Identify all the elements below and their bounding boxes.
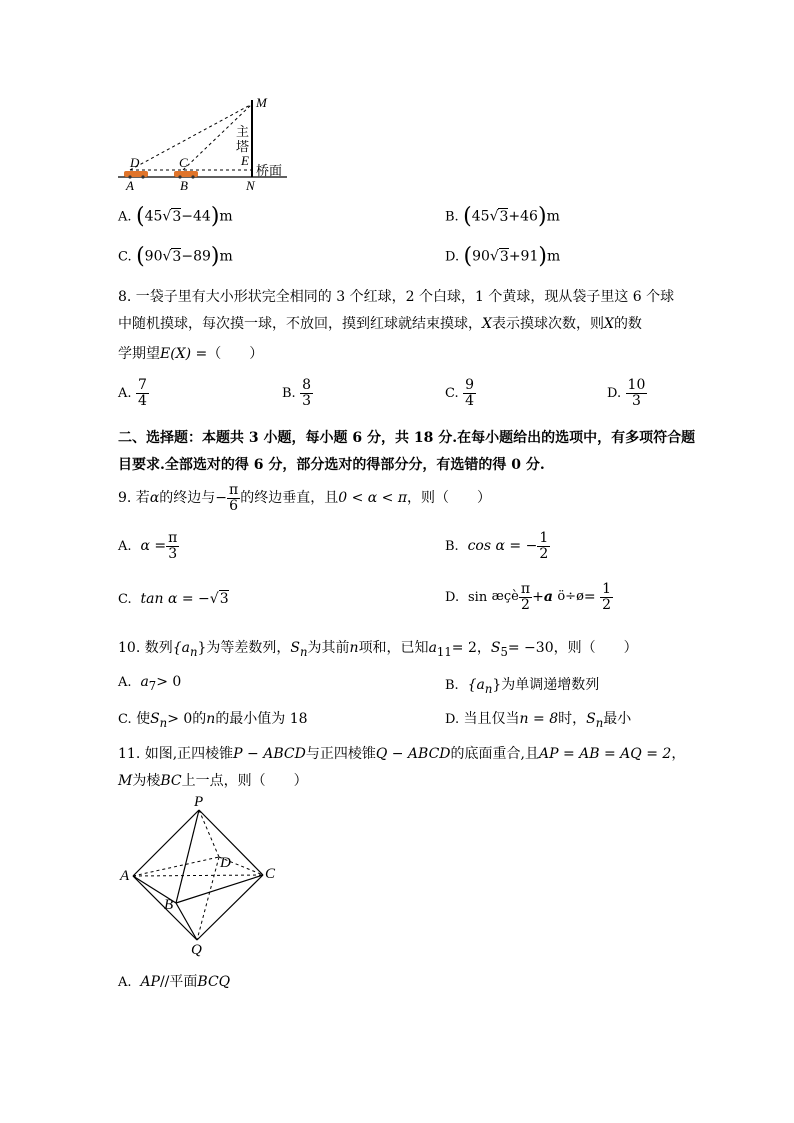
q8-option-c: C. $\frac{9}{4}$ bbox=[445, 377, 474, 409]
q7-option-a: A. (45√3−44)m bbox=[118, 204, 233, 229]
q10-option-c: C. 使$S_n> 0$的n的最小值为 18 bbox=[118, 711, 308, 730]
q9-option-c: C. tan α = −√3 bbox=[118, 591, 229, 607]
q9-stem: 9. 若α的终边与− $\frac{\pi}{6}$ 的终边垂直，且0 < α < π，则（ ） bbox=[118, 482, 492, 514]
vertex-a: A bbox=[120, 868, 130, 884]
q7-option-b: B. (45√3+46)m bbox=[445, 204, 560, 229]
label-b: B bbox=[180, 178, 188, 193]
q9-option-b: B. cos α = − $\frac{1}{2}$ bbox=[445, 530, 549, 562]
q11-option-a: A. AP//平面BCQ bbox=[118, 974, 231, 990]
label-ta: 塔 bbox=[236, 140, 250, 155]
q10-stem: 10. 数列$\{a_n\}$为等差数列，$S_n$为其前n项和，已知$a_{11}= 2$，$S_5= -30$，则（ ） bbox=[118, 640, 638, 659]
vertex-c: C bbox=[265, 866, 276, 882]
q9-option-d: D. sin æçè $\frac{\pi}{2}$ +a ö÷ø= $\frac{1}{2}$ bbox=[445, 581, 612, 613]
label-qiaomian: 桥面 bbox=[256, 164, 283, 179]
q10-option-d: D. 当且仅当n = 8时，$S_n$最小 bbox=[445, 711, 632, 730]
q7-option-c: C. (90√3−89)m bbox=[118, 244, 233, 269]
label-e: E bbox=[241, 153, 249, 168]
label-a: A bbox=[126, 178, 134, 193]
vertex-p: P bbox=[194, 794, 204, 810]
q8-option-d: D. $\frac{10}{3}$ bbox=[607, 377, 646, 409]
q11-line1: 11. 如图,正四棱锥P − ABCD与正四棱锥Q − ABCD的底面重合,且AP = AB = AQ = 2， bbox=[118, 746, 686, 762]
vertex-q: Q bbox=[191, 942, 202, 958]
section2-line1: 二、选择题：本题共 3 小题，每小题 6 分，共 18 分.在每小题给出的选项中，有多项符合题 bbox=[118, 430, 696, 446]
q8-line2: 中随机摸球，每次摸一球，不放回，摸到红球就结束摸球，X表示摸球次数，则X的数 bbox=[118, 316, 642, 332]
label-zhu: 主 bbox=[236, 125, 250, 140]
q7-option-d: D. (90√3+91)m bbox=[445, 244, 561, 269]
q8-option-b: B. $\frac{8}{3}$ bbox=[282, 377, 312, 409]
q11-line2: M为棱BC上一点，则（ ） bbox=[118, 773, 308, 789]
q9-option-a: A. α = $\frac{\pi}{3}$ bbox=[118, 530, 178, 562]
section2-line2: 目要求.全部选对的得 6 分，部分选对的得部分分，有选错的得 0 分. bbox=[118, 457, 545, 473]
q10-option-b: B. $\{a_n\}$为单调递增数列 bbox=[445, 677, 600, 696]
vertex-d: D bbox=[220, 855, 231, 871]
vertex-b: B bbox=[164, 897, 174, 913]
q8-line1: 8. 一袋子里有大小形状完全相同的 3 个红球，2 个白球，1 个黄球，现从袋子里这 6 个球 bbox=[118, 289, 675, 305]
label-c: C bbox=[179, 155, 188, 170]
q8-option-a: A. $\frac{7}{4}$ bbox=[118, 377, 147, 409]
q10-option-a: A. $a_7> 0$ bbox=[118, 674, 182, 693]
label-d: D bbox=[130, 155, 140, 170]
q8-line3: 学期望E(X) =（ ） bbox=[118, 346, 264, 362]
label-n: N bbox=[246, 178, 255, 193]
label-m: M bbox=[256, 95, 267, 110]
